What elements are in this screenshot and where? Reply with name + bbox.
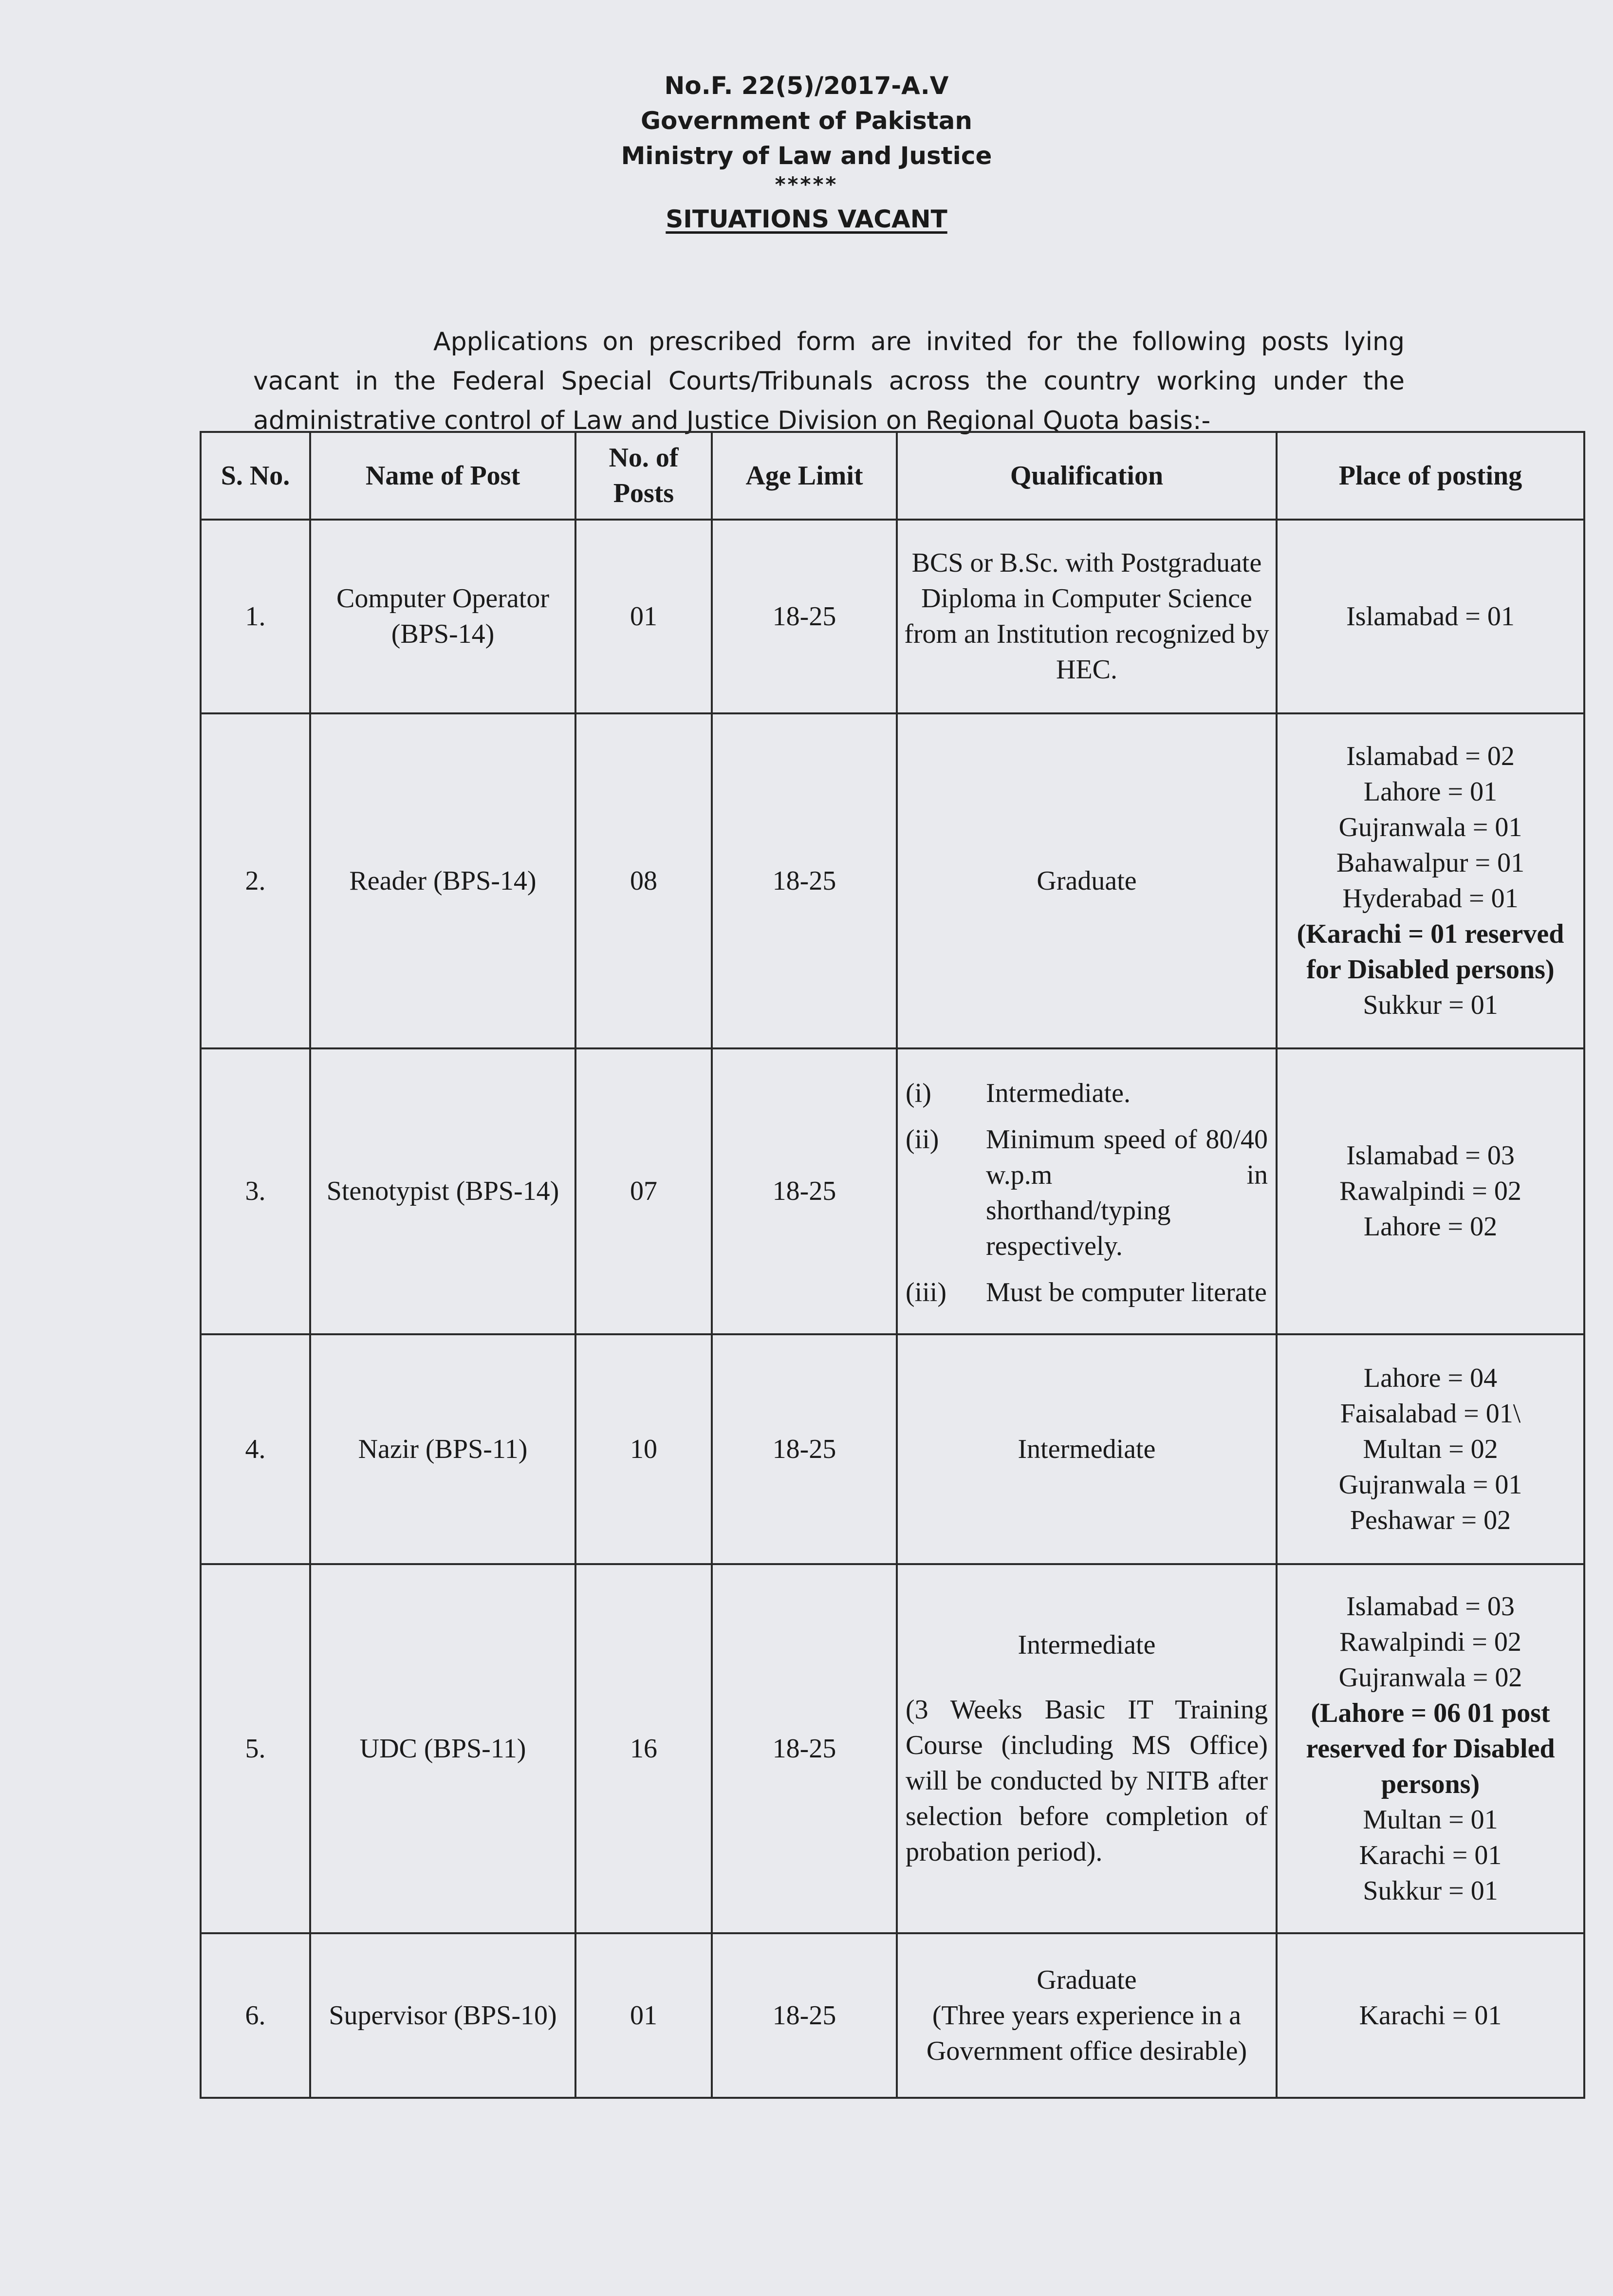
cell-post: Reader (BPS-14) — [310, 713, 575, 1048]
qualification-item-text: Intermediate. — [986, 1078, 1131, 1108]
place-line: Lahore = 02 — [1363, 1212, 1498, 1242]
place-line: Gujranwala = 02 — [1338, 1662, 1522, 1693]
col-header-qualification: Qualification — [897, 432, 1277, 520]
cell-age: 18-25 — [712, 1334, 897, 1564]
col-header-age: Age Limit — [712, 432, 897, 520]
qualification-item-number: (ii) — [906, 1124, 939, 1155]
place-line: Karachi = 01 — [1359, 1840, 1502, 1870]
cell-place — [1277, 1564, 1584, 1933]
cell-post: Nazir (BPS-11) — [310, 1334, 575, 1564]
table-row — [201, 1564, 1584, 1933]
col-header-sno: S. No. — [201, 432, 310, 520]
cell-posts: 08 — [575, 713, 712, 1048]
vacancies-table — [200, 431, 1585, 2099]
qualification-main: Intermediate — [1018, 1630, 1156, 1660]
place-line: Lahore = 01 — [1363, 777, 1498, 807]
cell-posts: 07 — [575, 1048, 712, 1334]
qualification-item-number: (i) — [906, 1078, 931, 1108]
col-header-post: Name of Post — [310, 432, 575, 520]
place-line-reserved: (Lahore = 06 01 post reserved for Disabled persons) — [1306, 1698, 1555, 1799]
document-header — [0, 68, 1613, 237]
place-line: Peshawar = 02 — [1350, 1505, 1511, 1535]
place-line: Gujranwala = 01 — [1338, 812, 1522, 842]
cell-sno: 4. — [201, 1334, 310, 1564]
qualification-note: (3 Weeks Basic IT Training Course (including MS Office) will be conducted by NITB after selection before completion of probation period). — [906, 1695, 1268, 1867]
cell-posts: 16 — [575, 1564, 712, 1933]
place-line: Islamabad = 03 — [1346, 1140, 1515, 1171]
place-line: Faisalabad = 01\ — [1340, 1398, 1521, 1429]
document-title: SITUATIONS VACANT — [666, 205, 947, 233]
cell-age: 18-25 — [712, 1564, 897, 1933]
cell-qualification: BCS or B.Sc. with Postgraduate Diploma in Computer Science from an Institution recognized by HEC. — [897, 520, 1277, 713]
cell-age: 18-25 — [712, 1933, 897, 2098]
place-line-reserved: (Karachi = 01 reserved for Disabled persons) — [1297, 919, 1564, 985]
cell-qualification: Graduate — [897, 713, 1277, 1048]
cell-age: 18-25 — [712, 520, 897, 713]
table-header-row — [201, 432, 1584, 520]
cell-place — [1277, 1048, 1584, 1334]
qualification-item — [906, 1122, 1268, 1264]
table-row — [201, 713, 1584, 1048]
place-line: Multan = 02 — [1363, 1434, 1498, 1464]
place-line: Rawalpindi = 02 — [1339, 1626, 1521, 1657]
cell-age: 18-25 — [712, 713, 897, 1048]
qualification-item — [906, 1275, 1268, 1310]
place-line: Rawalpindi = 02 — [1339, 1176, 1521, 1206]
cell-sno: 5. — [201, 1564, 310, 1933]
qualification-list — [903, 1076, 1271, 1310]
place-line: Karachi = 01 — [1359, 2000, 1502, 2031]
qualification-item-text: Must be computer literate — [986, 1277, 1267, 1307]
ministry-name: Ministry of Law and Justice — [621, 142, 992, 170]
table-row — [201, 1933, 1584, 2098]
cell-posts: 10 — [575, 1334, 712, 1564]
cell-place — [1277, 1334, 1584, 1564]
cell-age: 18-25 — [712, 1048, 897, 1334]
table-row — [201, 1048, 1584, 1334]
col-header-place: Place of posting — [1277, 432, 1584, 520]
government-name: Government of Pakistan — [640, 107, 972, 135]
qualification-item-text: Minimum speed of 80/40 w.p.m in shorthand/typing respectively. — [986, 1124, 1268, 1261]
place-line: Bahawalpur = 01 — [1336, 848, 1525, 878]
file-number: No.F. 22(5)/2017-A.V — [664, 72, 949, 100]
cell-post: Computer Operator (BPS-14) — [310, 520, 575, 713]
cell-post: Supervisor (BPS-10) — [310, 1933, 575, 2098]
cell-posts: 01 — [575, 520, 712, 713]
place-line: Islamabad = 03 — [1346, 1591, 1515, 1622]
place-line: Hyderabad = 01 — [1342, 883, 1519, 914]
intro-paragraph: Applications on prescribed form are invited for the following posts lying vacant in the Federal Special Courts/Tribunals across the country working under the administrative control of Law and Justice Division on Regional Quota basis:- — [253, 327, 1405, 435]
place-line: Multan = 01 — [1363, 1804, 1498, 1835]
cell-qualification — [897, 1048, 1277, 1334]
cell-post: Stenotypist (BPS-14) — [310, 1048, 575, 1334]
place-line: Islamabad = 02 — [1346, 741, 1515, 771]
cell-sno: 1. — [201, 520, 310, 713]
cell-qualification: Intermediate — [897, 1334, 1277, 1564]
place-line: Gujranwala = 01 — [1338, 1469, 1522, 1500]
separator-stars: ***** — [775, 172, 838, 196]
cell-sno: 3. — [201, 1048, 310, 1334]
place-line: Lahore = 04 — [1363, 1363, 1498, 1393]
cell-qualification — [897, 1564, 1277, 1933]
cell-post: UDC (BPS-11) — [310, 1564, 575, 1933]
cell-sno: 2. — [201, 713, 310, 1048]
cell-sno: 6. — [201, 1933, 310, 2098]
col-header-posts: No. of Posts — [575, 432, 712, 520]
table-row — [201, 520, 1584, 713]
cell-place — [1277, 713, 1584, 1048]
qualification-item — [906, 1076, 1268, 1111]
place-line: Sukkur = 01 — [1363, 1875, 1498, 1906]
table-row — [201, 1334, 1584, 1564]
place-line: Sukkur = 01 — [1363, 990, 1498, 1020]
qualification-note: (Three years experience in a Government office desirable) — [926, 2000, 1247, 2066]
cell-posts: 01 — [575, 1933, 712, 2098]
place-line: Islamabad = 01 — [1346, 601, 1515, 632]
cell-place — [1277, 520, 1584, 713]
qualification-item-number: (iii) — [906, 1277, 946, 1307]
cell-place — [1277, 1933, 1584, 2098]
cell-qualification — [897, 1933, 1277, 2098]
qualification-main: Graduate — [1037, 1964, 1137, 1995]
